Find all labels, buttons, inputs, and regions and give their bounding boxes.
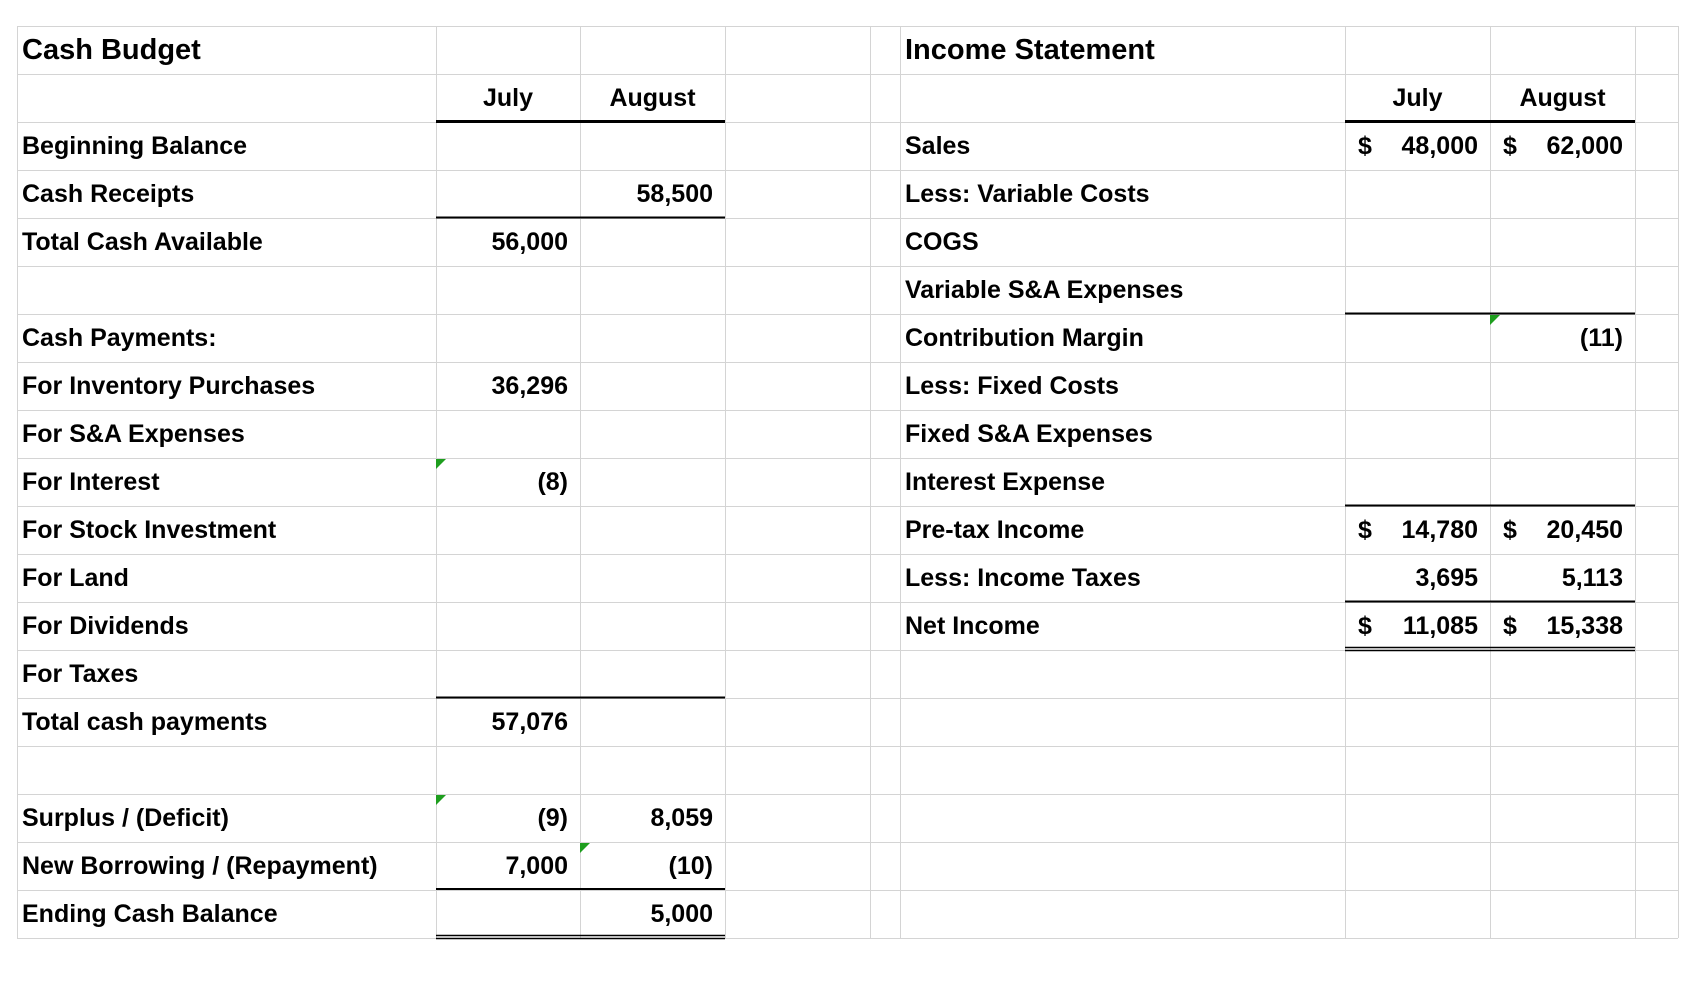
cash-budget-row-label: Total Cash Available — [22, 228, 263, 256]
cash-budget-august-value — [580, 122, 713, 170]
income-statement-col-july: July — [1392, 84, 1443, 112]
income-statement-row-label: Variable S&A Expenses — [905, 276, 1184, 304]
income-statement-col-august: August — [1519, 84, 1606, 112]
cash-budget-row-label: Beginning Balance — [22, 132, 248, 160]
currency-symbol: $ — [1358, 612, 1372, 640]
cash-budget-august-value: (10) — [668, 852, 713, 880]
cash-budget-july-value: (9) — [537, 804, 568, 832]
income-statement-row-label: Less: Fixed Costs — [905, 372, 1119, 400]
income-statement-july-value — [1345, 458, 1478, 506]
income-statement-title: Income Statement — [905, 34, 1155, 66]
cash-budget-row-label: New Borrowing / (Repayment) — [22, 852, 378, 880]
cash-budget-row-label: For Inventory Purchases — [22, 372, 316, 400]
cash-budget-row-label: For Land — [22, 564, 129, 592]
cb-surplus-note-marker — [436, 795, 446, 805]
income-statement-august-value: 5,113 — [1561, 564, 1623, 592]
income-statement-july-value — [1345, 266, 1478, 314]
cb-borrowing-note-marker — [580, 843, 590, 853]
cash-budget-august-value — [580, 218, 713, 266]
cash-budget-july-value — [436, 650, 568, 698]
cash-budget-row-label: Cash Payments: — [22, 324, 217, 352]
cash-budget-row-label: For Stock Investment — [22, 516, 277, 544]
cash-budget-row-label: Cash Receipts — [22, 180, 195, 208]
cash-budget-july-value — [436, 170, 568, 218]
cash-budget-july-value: 7,000 — [505, 852, 568, 880]
income-statement-july-value — [1345, 362, 1478, 410]
income-statement-row-label: Net Income — [905, 612, 1040, 640]
income-statement-july-value — [1345, 410, 1478, 458]
cash-budget-july-value — [436, 602, 568, 650]
income-statement-august-value: 62,000 — [1546, 132, 1623, 160]
income-statement-row-label: Sales — [905, 132, 971, 160]
income-statement-august-value — [1490, 170, 1623, 218]
income-statement-july-value — [1345, 170, 1478, 218]
cash-budget-july-value — [436, 266, 568, 314]
income-statement-august-value — [1490, 410, 1623, 458]
income-statement-august-value — [1490, 362, 1623, 410]
cash-budget-august-value: 58,500 — [636, 180, 713, 208]
cash-budget-august-value — [580, 266, 713, 314]
cash-budget-row-label — [22, 746, 432, 794]
cash-budget-july-value — [436, 746, 568, 794]
cash-budget-july-value — [436, 506, 568, 554]
cash-budget-title: Cash Budget — [22, 34, 201, 66]
cash-budget-col-july: July — [482, 84, 534, 112]
cash-budget-august-value — [580, 314, 713, 362]
cash-budget-july-value — [436, 890, 568, 938]
currency-symbol: $ — [1358, 516, 1372, 544]
cash-budget-august-value — [580, 458, 713, 506]
income-statement-row-label: Less: Income Taxes — [905, 564, 1141, 592]
cash-budget-july-value — [436, 122, 568, 170]
income-statement-august-value — [1490, 458, 1623, 506]
cash-budget-august-value — [580, 650, 713, 698]
cash-budget-col-august: August — [609, 84, 696, 112]
income-statement-july-value: 14,780 — [1401, 516, 1478, 544]
cash-budget-july-value: 56,000 — [491, 228, 568, 256]
income-statement-july-value — [1345, 218, 1478, 266]
income-statement-row-label: Pre-tax Income — [905, 516, 1085, 544]
income-statement-row-label: Interest Expense — [905, 468, 1106, 496]
cash-budget-august-value — [580, 746, 713, 794]
cash-budget-row-label: Ending Cash Balance — [22, 900, 278, 928]
cash-budget-row-label: For Dividends — [22, 612, 189, 640]
currency-symbol: $ — [1358, 132, 1372, 160]
cash-budget-row-label — [22, 266, 432, 314]
cash-budget-august-value: 5,000 — [650, 900, 713, 928]
income-statement-row-label: COGS — [905, 228, 979, 256]
cash-budget-july-value — [436, 554, 568, 602]
cash-budget-july-value: 36,296 — [491, 372, 568, 400]
cash-budget-row-label: Surplus / (Deficit) — [22, 804, 229, 832]
income-statement-row-label: Fixed S&A Expenses — [905, 420, 1153, 448]
cash-budget-july-value — [436, 410, 568, 458]
currency-symbol: $ — [1503, 516, 1517, 544]
currency-symbol: $ — [1503, 612, 1517, 640]
cash-budget-row-label: For Interest — [22, 468, 160, 496]
income-statement-august-value: 20,450 — [1546, 516, 1623, 544]
income-statement-row-label: Contribution Margin — [905, 324, 1144, 352]
cash-budget-row-label: Total cash payments — [22, 708, 268, 736]
cb-interest-note-marker — [436, 459, 446, 469]
currency-symbol: $ — [1503, 132, 1517, 160]
cash-budget-july-value: 57,076 — [491, 708, 568, 736]
cash-budget-august-value — [580, 506, 713, 554]
income-statement-august-value — [1490, 218, 1623, 266]
cash-budget-row-label: For S&A Expenses — [22, 420, 245, 448]
cash-budget-august-value — [580, 698, 713, 746]
cash-budget-row-label: For Taxes — [22, 660, 139, 688]
income-statement-july-value — [1345, 314, 1478, 362]
income-statement-july-value: 3,695 — [1415, 564, 1478, 592]
cash-budget-august-value — [580, 410, 713, 458]
cash-budget-july-value: (8) — [537, 468, 568, 496]
income-statement-august-value — [1490, 266, 1623, 314]
cash-budget-july-value — [436, 314, 568, 362]
cash-budget-august-value — [580, 362, 713, 410]
cash-budget-august-value: 8,059 — [650, 804, 713, 832]
income-statement-july-value: 48,000 — [1401, 132, 1478, 160]
is-cm-note-marker — [1490, 315, 1500, 325]
cash-budget-august-value — [580, 554, 713, 602]
income-statement-august-value: 15,338 — [1546, 612, 1623, 640]
income-statement-row-label: Less: Variable Costs — [905, 180, 1150, 208]
cash-budget-august-value — [580, 602, 713, 650]
income-statement-july-value: 11,085 — [1402, 612, 1478, 640]
income-statement-august-value: (11) — [1579, 324, 1623, 352]
